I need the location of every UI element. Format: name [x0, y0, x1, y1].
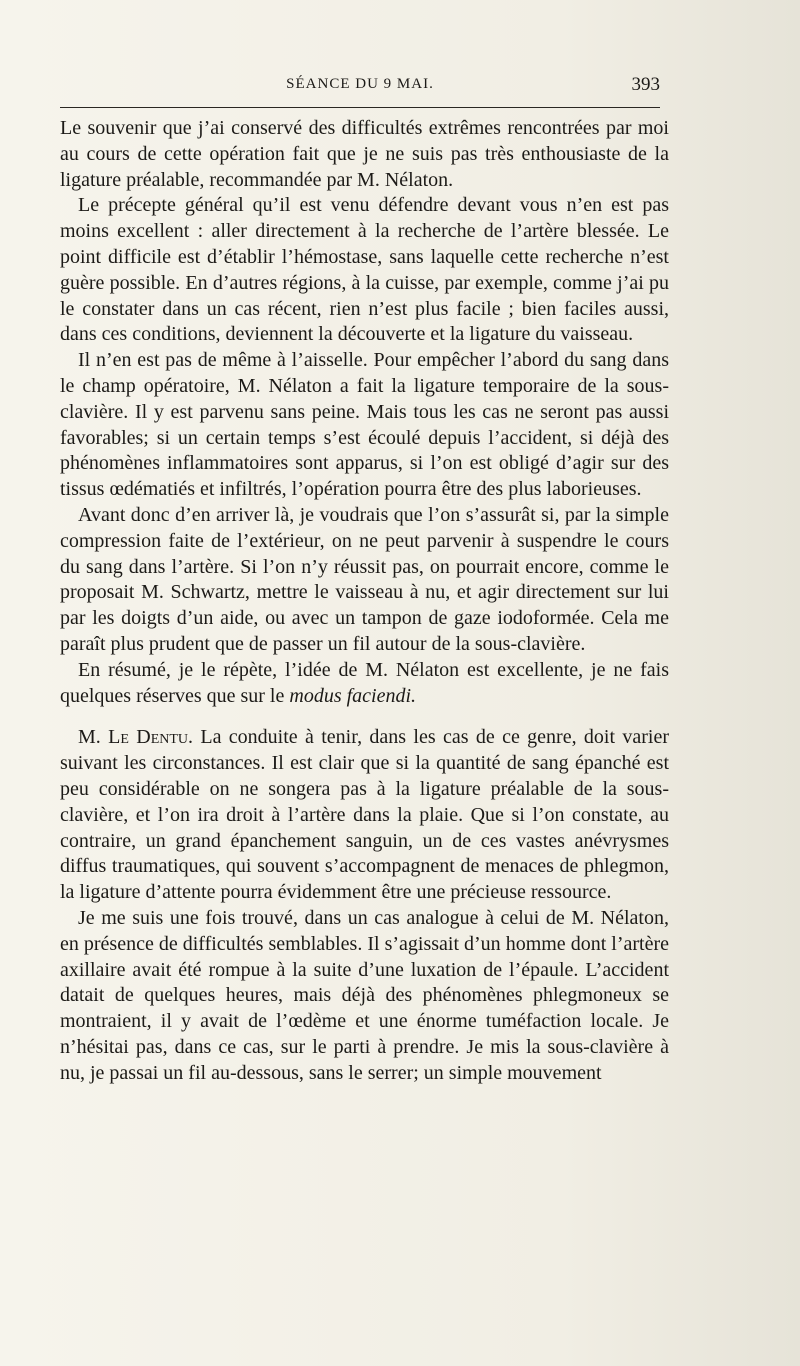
paragraph-3: Il n’en est pas de même à l’aisselle. Pour empêcher l’abord du sang dans le champ opératoire, M. Nélaton a fait la ligature temporaire de la sous-clavière. Il y est parvenu sans peine. Mais tous les cas ne seront pas aussi favorables; si un certain temps s’est écoulé depuis l’accident, si déjà des phénomènes inflammatoires sont apparus, si l’on est obligé d’agir sur des tissus œdématiés et infiltrés, l’opération pourra être des plus laborieuses. — [60, 349, 669, 501]
paragraph-5-italic: modus faciendi. — [289, 684, 417, 707]
page-header — [60, 72, 660, 102]
paragraph-5 — [60, 658, 669, 710]
paragraph-6-text: La conduite à tenir, dans les cas de ce genre, doit varier suivant les circonstances. Il est clair que si la quantité de sang épanché est peu considérable on ne songera pas à la ligature préalable de la sous-clavière, et l’on ira droit à l’artère dans la plaie. Que si l’on constate, au contraire, un grand épanchement sanguin, un de ces vastes anévrysmes diffus traumatiques, qui souvent s’accompagnent de menaces de phlegmon, la ligature d’attente pourra évidemment être une précieuse ressource. — [60, 726, 670, 904]
header-rule — [60, 107, 660, 108]
paragraph-5-text: En résumé, je le répète, l’idée de M. Nélaton est excellente, je ne fais quelques réserves que sur le — [60, 658, 669, 707]
page-number: 393 — [631, 74, 660, 95]
paragraph-2: Le précepte général qu’il est venu défendre devant vous n’en est pas moins excellent : aller directement à la recherche de l’artère blessée. Le point difficile est d’établir l’hémostase, sans laquelle cette recherche n’est guère possible. En d’autres régions, à la cuisse, par exemple, comme j’ai pu le constater dans un cas récent, rien n’est plus facile ; bien faciles aussi, dans ces conditions, deviennent la découverte et la ligature du vaisseau. — [60, 194, 669, 346]
speaker-prefix: M. — [78, 726, 101, 749]
paragraph-4: Avant donc d’en arriver là, je voudrais que l’on s’assurât si, par la simple compression faite de l’extérieur, on ne peut parvenir à suspendre le cours du sang dans l’artère. Si l’on n’y réussit pas, on pourrait encore, comme le proposait M. Schwartz, mettre le vaisseau à nu, et agir directement sur lui par les doigts d’un aide, ou avec un tampon de gaze iodoformée. Cela me paraît plus prudent que de passer un fil autour de la sous-clavière. — [60, 503, 669, 655]
paragraph-1: Le souvenir que j’ai conservé des difficultés extrêmes rencontrées par moi au cours de cette opération fait que je ne suis pas très enthousiaste de la ligature préalable, recommandée par M. Nélaton. — [60, 117, 669, 191]
paragraph-7: Je me suis une fois trouvé, dans un cas analogue à celui de M. Nélaton, en présence de difficultés semblables. Il s’agissait d’un homme dont l’artère axillaire avait été rompue à la suite d’une luxation de l’épaule. L’accident datait de quelques heures, mais déjà des phénomènes phlegmoneux se montraient, il y avait de l’œdème et une énorme tuméfaction locale. Je n’hésitai pas, dans ce cas, sur le parti à prendre. Je mis la sous-clavière à nu, je passai un fil au-dessous, sans le serrer; un simple mouvement — [60, 906, 669, 1084]
body-text — [60, 116, 669, 1086]
speaker-name: Le Dentu. — [108, 726, 194, 749]
running-title: SÉANCE DU 9 MAI. — [286, 76, 434, 92]
paragraph-6 — [60, 725, 669, 906]
